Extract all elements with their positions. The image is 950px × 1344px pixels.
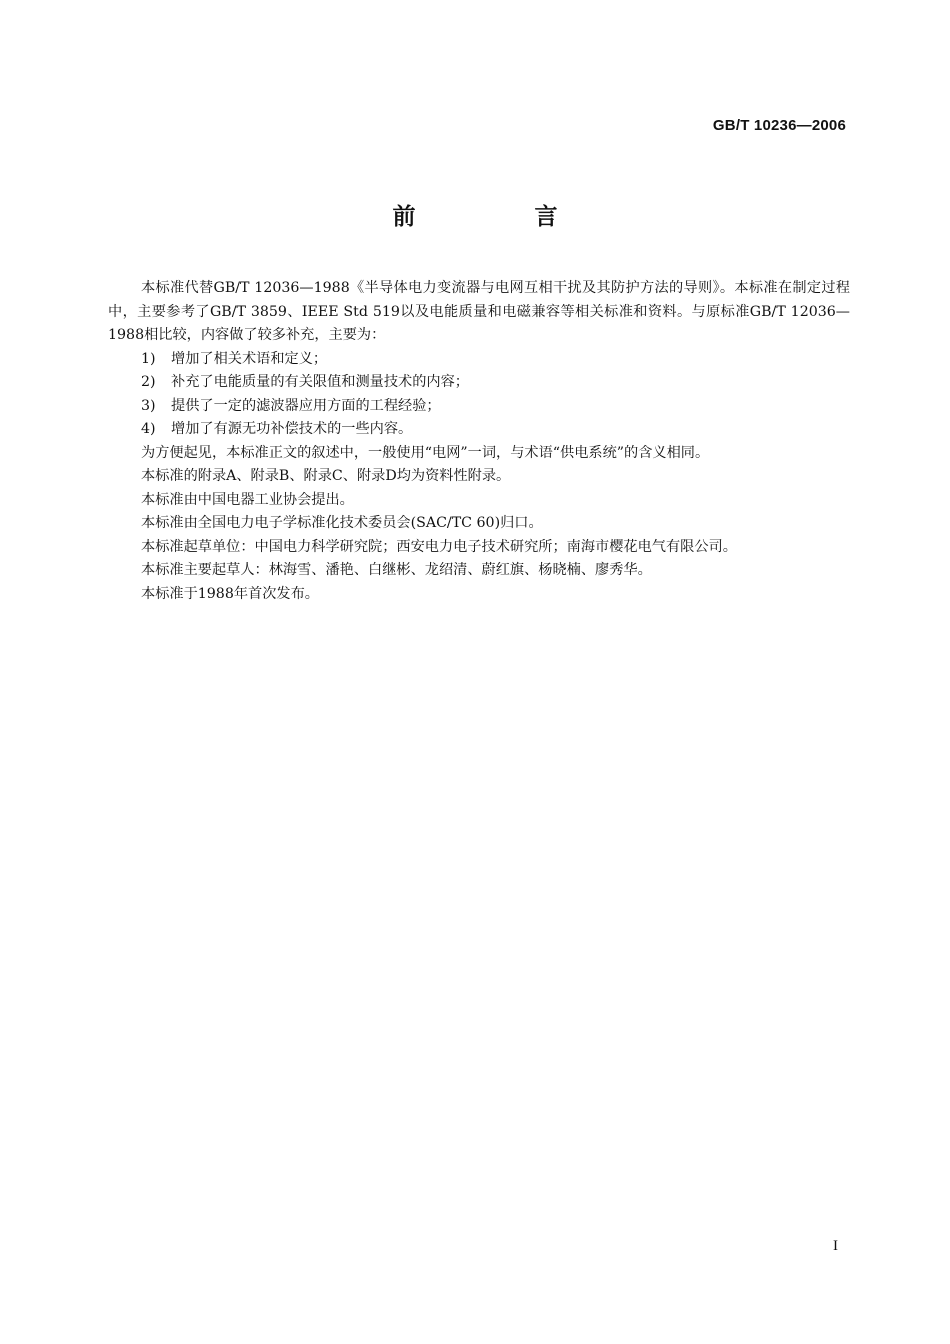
list-item-number: 3) bbox=[141, 397, 156, 414]
intro-paragraph: 本标准代替GB/T 12036—1988《半导体电力变流器与电网互相干扰及其防护方法的导则》。本标准在制定过程中，主要参考了GB/T 3859、IEEE Std 519以及电能质量和电磁兼容等相关标准和资料。与原标准GB/T 12036—1988相比较，内容做了较多补充，主要为： bbox=[108, 280, 850, 343]
list-item-number: 1) bbox=[141, 350, 156, 367]
list-item bbox=[108, 371, 850, 395]
foreword-body bbox=[108, 277, 850, 606]
page-title: 前 言 bbox=[392, 204, 606, 230]
proposer-paragraph: 本标准由中国电器工业协会提出。 bbox=[141, 491, 354, 508]
standard-code: GB/T 10236—2006 bbox=[712, 117, 846, 134]
list-item bbox=[108, 348, 850, 372]
drafters-paragraph: 本标准主要起草人：林海雪、潘艳、白继彬、龙绍清、蔚红旗、杨晓楠、廖秀华。 bbox=[141, 562, 652, 578]
list-item-text: 提供了一定的滤波器应用方面的工程经验； bbox=[171, 397, 441, 414]
list-item-text: 增加了有源无功补偿技术的一些内容。 bbox=[171, 421, 413, 437]
terminology-paragraph: 为方便起见，本标准正文的叙述中，一般使用“电网”一词，与术语“供电系统”的含义相同。 bbox=[141, 444, 710, 461]
drafting-units-paragraph: 本标准起草单位：中国电力科学研究院；西安电力电子技术研究所；南海市樱花电气有限公司。 bbox=[141, 538, 737, 555]
list-item-number: 2) bbox=[141, 374, 156, 390]
list-item bbox=[108, 395, 850, 419]
list-item bbox=[108, 418, 850, 442]
authority-paragraph: 本标准由全国电力电子学标准化技术委员会(SAC/TC 60)归口。 bbox=[141, 515, 543, 531]
appendices-paragraph: 本标准的附录A、附录B、附录C、附录D均为资料性附录。 bbox=[141, 468, 511, 484]
changes-list bbox=[108, 348, 850, 442]
first-issue-paragraph: 本标准于1988年首次发布。 bbox=[141, 585, 319, 602]
page-number: I bbox=[833, 1238, 838, 1254]
list-item-text: 增加了相关术语和定义； bbox=[171, 350, 328, 367]
list-item-number: 4) bbox=[141, 421, 156, 437]
list-item-text: 补充了电能质量的有关限值和测量技术的内容； bbox=[171, 374, 469, 390]
